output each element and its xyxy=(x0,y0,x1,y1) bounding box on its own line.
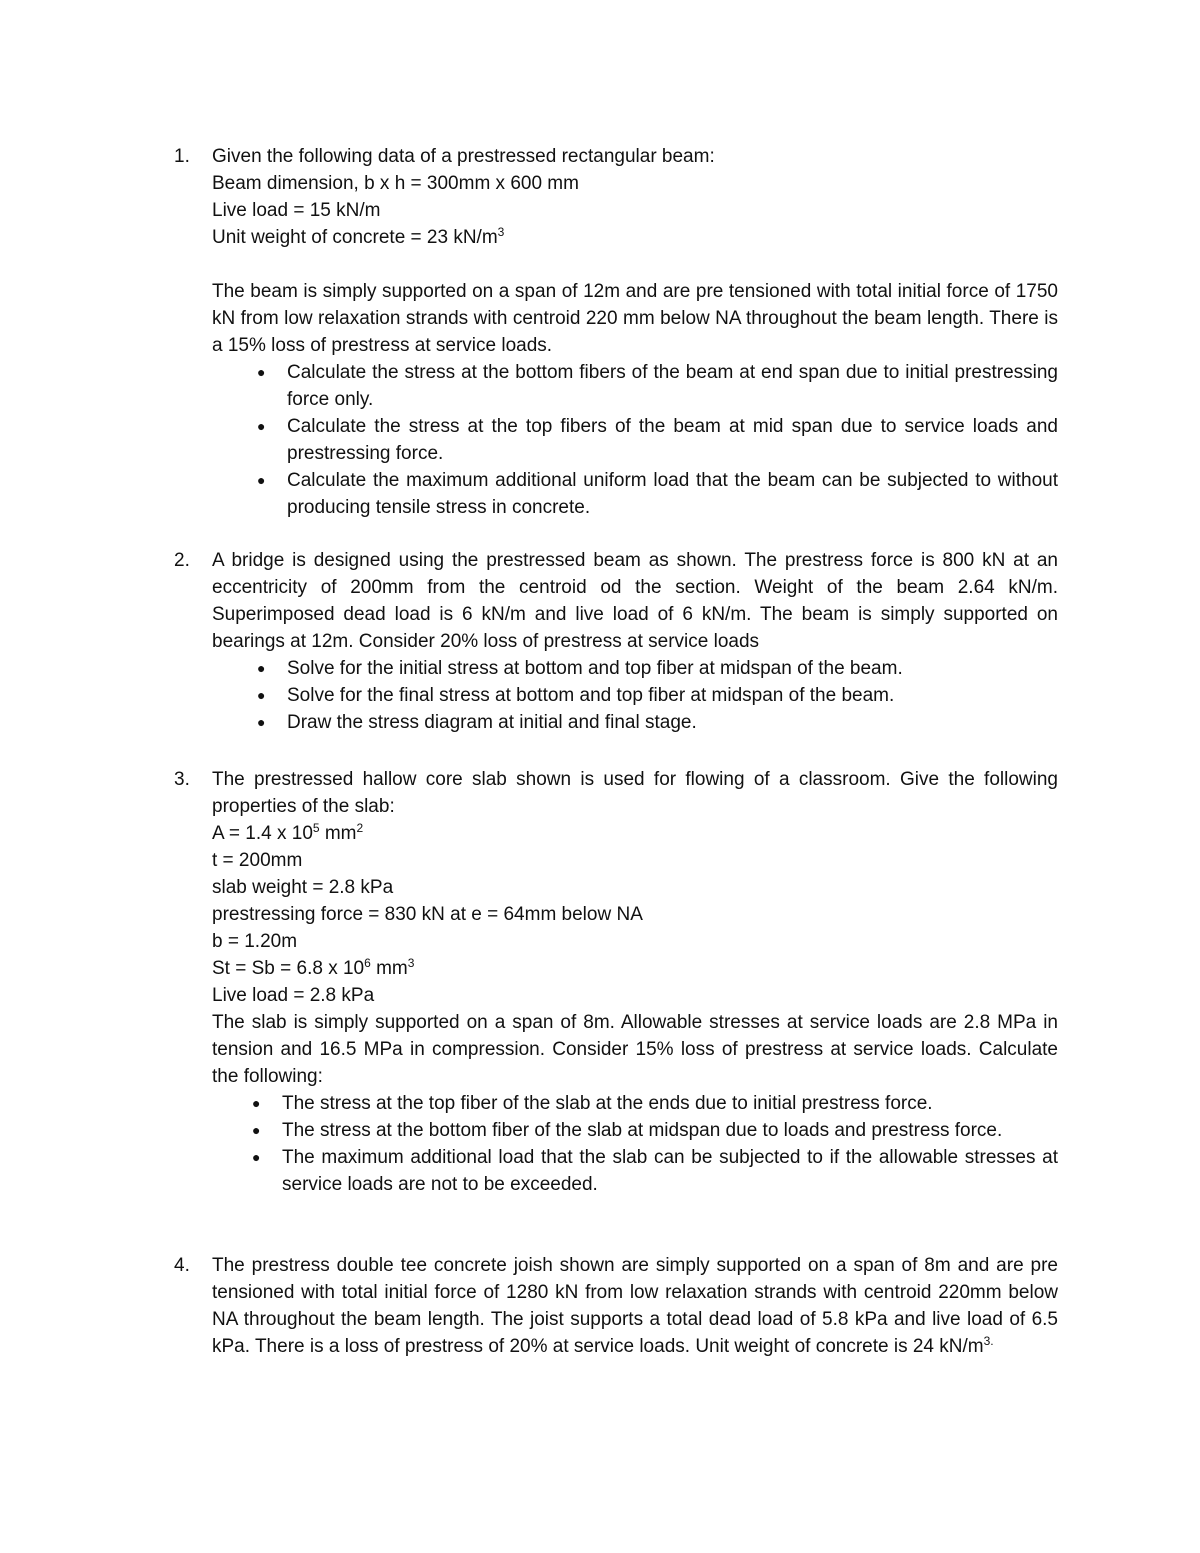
bullet-icon: ● xyxy=(252,1149,261,1165)
task-list xyxy=(212,655,1058,736)
bullet-icon: ● xyxy=(257,472,266,488)
property-prestressing-force: prestressing force = 830 kN at e = 64mm below NA xyxy=(212,904,643,925)
bullet-icon: ● xyxy=(257,687,266,703)
list-item: ● The maximum additional load that the slab can be subjected to if the allowable stresses at service loads are not to be exceeded. xyxy=(212,1144,1058,1198)
bullet-icon: ● xyxy=(257,418,266,434)
list-item: ● Calculate the stress at the bottom fibers of the beam at end span due to initial prestressing force only. xyxy=(212,359,1058,413)
problem-3 xyxy=(174,766,1058,1198)
list-item: ● Solve for the initial stress at bottom and top fiber at midspan of the beam. xyxy=(212,655,1058,682)
problem-paragraph: The prestress double tee concrete joish shown are simply supported on a span of 8m and are pre tensioned with total initial force of 1280 kN from low relaxation strands with centroid 220mm below NA throughout the beam length. The joist supports a total dead load of 5.8 kPa and live load of 6.5 kPa. There is a loss of prestress of 20% at service loads. Unit weight of concrete is 24 $kN/m^{3.}$ xyxy=(212,1255,1058,1357)
bullet-icon: ● xyxy=(257,714,266,730)
list-item: ● Draw the stress diagram at initial and final stage. xyxy=(212,709,1058,736)
bullet-icon: ● xyxy=(257,660,266,676)
property-live-load: Live load = 2.8 kPa xyxy=(212,985,375,1006)
given-unit-weight: Unit weight of concrete = 23 $kN/m^3$ xyxy=(212,225,505,248)
list-item: ● Calculate the maximum additional uniform load that the beam can be subjected to without producing tensile stress in concrete. xyxy=(212,467,1058,521)
problem-paragraph: The slab is simply supported on a span of 8m. Allowable stresses at service loads are 2.8 MPa in tension and 16.5 MPa in compression. Consider 15% loss of prestress at service loads. Calculate the following: xyxy=(212,1012,1058,1087)
bullet-icon: ● xyxy=(252,1122,261,1138)
property-area: A = 1.4 x $10^5$ $mm^2$ xyxy=(212,821,364,844)
given-live-load: Live load = 15 kN/m xyxy=(212,200,381,221)
problem-1 xyxy=(174,143,1058,521)
problem-4 xyxy=(174,1252,1058,1360)
list-item: ● Solve for the final stress at bottom and top fiber at midspan of the beam. xyxy=(212,682,1058,709)
list-item: ● The stress at the bottom fiber of the slab at midspan due to loads and prestress force. xyxy=(212,1117,1058,1144)
problem-number: 4. xyxy=(174,1255,190,1276)
bullet-icon: ● xyxy=(257,364,266,380)
property-thickness: t = 200mm xyxy=(212,850,303,871)
problem-intro: The prestressed hallow core slab shown is used for flowing of a classroom. Give the following properties of the slab: xyxy=(212,769,1058,817)
property-slab-weight: slab weight = 2.8 kPa xyxy=(212,877,394,898)
problem-intro: Given the following data of a prestressed rectangular beam: xyxy=(212,146,715,167)
problem-paragraph: A bridge is designed using the prestressed beam as shown. The prestress force is 800 kN at an eccentricity of 200mm from the centroid od the section. Weight of the beam 2.64 kN/m. Superimposed dead load is 6 kN/m and live load of 6 kN/m. The beam is simply supported on bearings at 12m. Consider 20% loss of prestress at service loads xyxy=(212,550,1058,652)
problem-number: 3. xyxy=(174,769,190,790)
property-section-modulus: St = Sb = 6.8 x $10^6$ $mm^3$ xyxy=(212,956,415,979)
problem-number: 2. xyxy=(174,550,190,571)
problem-paragraph: The beam is simply supported on a span of 12m and are pre tensioned with total initial force of 1750 kN from low relaxation strands with centroid 220 mm below NA throughout the beam length. There is a 15% loss of prestress at service loads. xyxy=(212,281,1058,356)
list-item: ● The stress at the top fiber of the slab at the ends due to initial prestress force. xyxy=(212,1090,1058,1117)
problem-2 xyxy=(174,547,1058,736)
bullet-icon: ● xyxy=(252,1095,261,1111)
task-list xyxy=(212,1090,1058,1198)
property-width: b = 1.20m xyxy=(212,931,298,952)
given-beam-dimension: Beam dimension, b x h = 300mm x 600 mm xyxy=(212,173,579,194)
task-list xyxy=(212,359,1058,521)
problem-number: 1. xyxy=(174,146,190,167)
list-item: ● Calculate the stress at the top fibers of the beam at mid span due to service loads and prestressing force. xyxy=(212,413,1058,467)
